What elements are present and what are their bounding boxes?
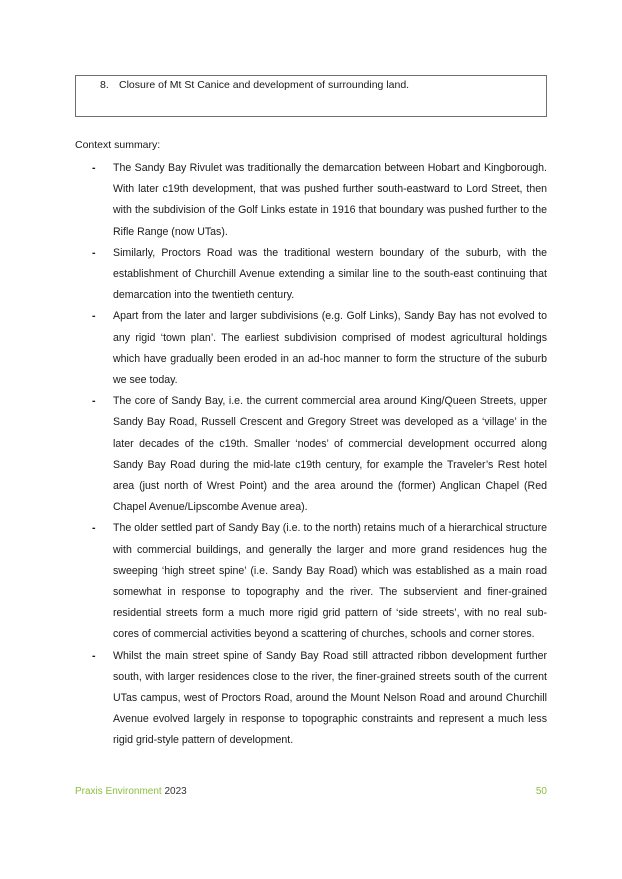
bullet-dash: - [92,310,96,323]
list-item [75,158,547,243]
page-number: 50 [535,786,547,797]
bullet-text: The older settled part of Sandy Bay (i.e. to the north) retains much of a hierarchical structure with commercial buildings, and generally the larger and more grand residences hug the sweeping ‘high street spine’ (i.e. Sandy Bay Road) which was established as a main road somewhat in response to topography and the river. The subservient and finer-grained residential streets form a much more rigid grid pattern of ‘side streets’, with no real sub-cores of commercial activities beyond a scattering of churches, schools and corner stores. [113,522,547,641]
footer-year: 2023 [164,786,187,797]
list-item [75,243,547,307]
bullet-text: Apart from the later and larger subdivisions (e.g. Golf Links), Sandy Bay has not evolved to any rigid ‘town plan’. The earliest subdivision comprised of modest agricultural holdings which have gradually been eroded in an ad-hoc manner to form the structure of the suburb we see today. [113,310,547,387]
bullet-text: Similarly, Proctors Road was the traditional western boundary of the suburb, with the establishment of Churchill Avenue extending a similar line to the south-east continuing that demarcation into the twentieth century. [113,246,547,302]
item-number: 8. [100,79,109,91]
footer-brand [75,786,187,798]
bullet-dash: - [92,395,96,408]
bullet-dash: - [92,522,96,535]
list-item [75,518,547,645]
list-item [75,391,547,518]
numbered-item-box [75,75,547,117]
context-summary-list [75,158,547,752]
context-summary-heading: Context summary: [75,139,161,151]
bullet-dash: - [92,162,96,174]
footer-brand-name: Praxis Environment [75,786,162,797]
bullet-text: Whilst the main street spine of Sandy Bay Road still attracted ribbon development further south, with larger residences close to the river, the finer-grained streets south of the current UTas campus, west of Proctors Road, around the Mount Nelson Road and around Churchill Avenue evolved largely in response to topographic constraints and represent a much less rigid grid-style pattern of development. [113,649,547,747]
list-item [75,306,547,391]
bullet-dash: - [92,649,96,662]
item-text: Closure of Mt St Canice and development of surrounding land. [119,79,410,91]
bullet-text: The core of Sandy Bay, i.e. the current commercial area around King/Queen Streets, upper Sandy Bay Road, Russell Crescent and Gregory Street was developed as a ‘village’ in the later decades of the c19th. Smaller ‘nodes’ of commercial development occurred along Sandy Bay Road during the mid-late c19th century, for example the Traveler’s Rest hotel area (just north of Wrest Point) and the area around the (former) Anglican Chapel (Red Chapel Avenue/Lipscombe Avenue area). [113,395,547,514]
list-item [75,646,547,752]
bullet-dash: - [92,246,96,259]
bullet-text: The Sandy Bay Rivulet was traditionally the demarcation between Hobart and Kingborough. With later c19th development, that was pushed further south-eastward to Lord Street, then with the subdivision of the Golf Links estate in 1916 that boundary was pushed further to the Rifle Range (now UTas). [113,162,547,238]
numbered-item [100,78,409,92]
